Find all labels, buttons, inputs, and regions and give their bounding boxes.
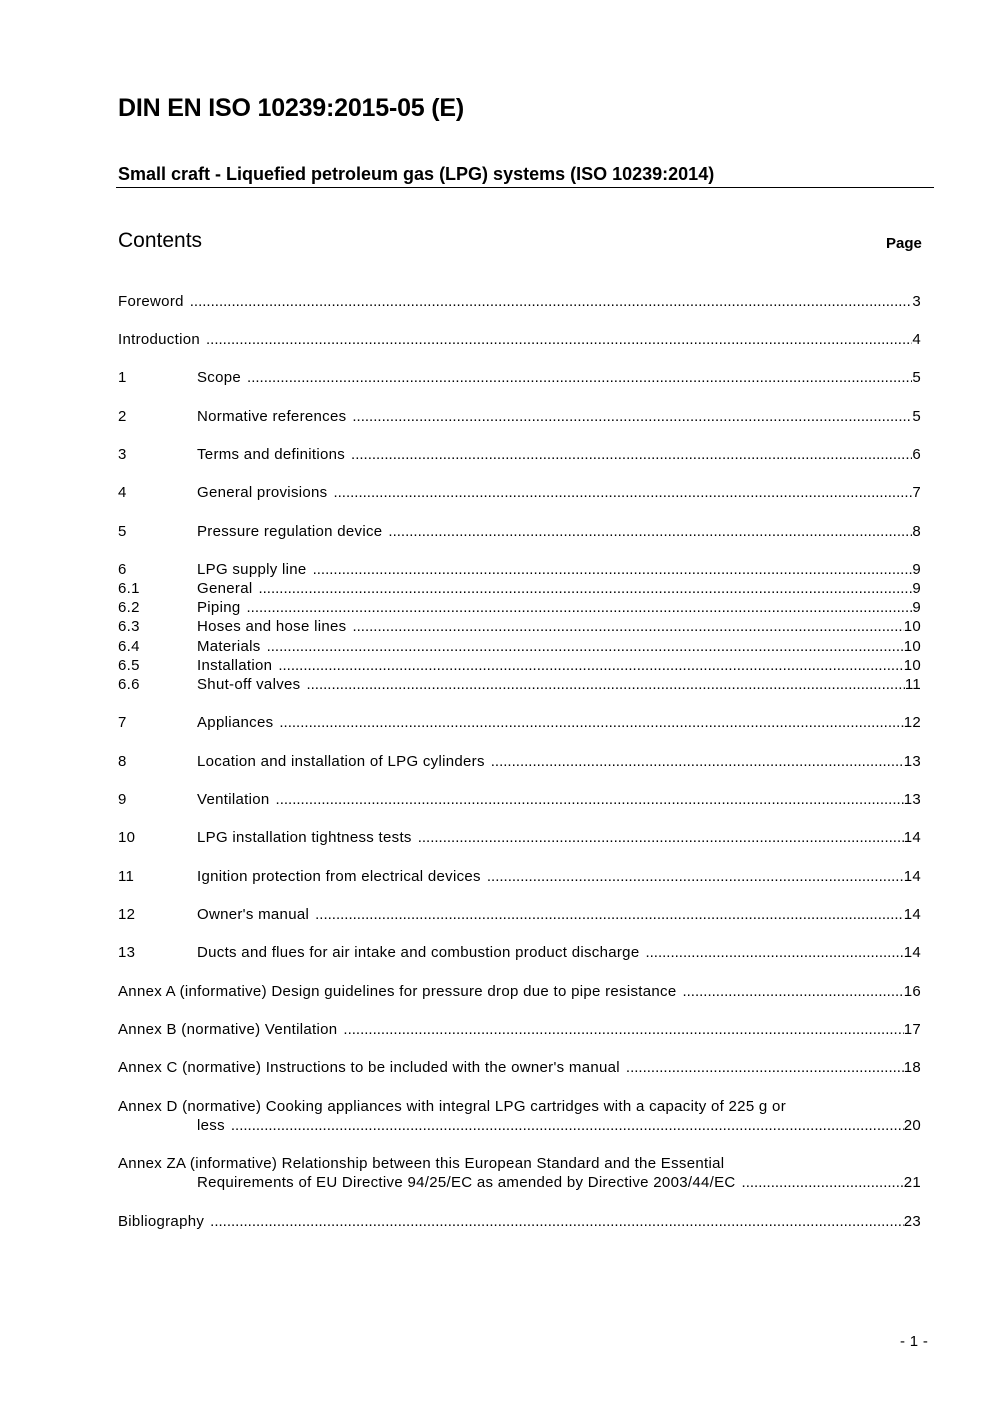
toc-entry-10[interactable] [118, 828, 921, 847]
toc-entry-introduction[interactable] [118, 330, 921, 349]
toc-entry-13[interactable] [118, 943, 921, 962]
toc-entry-6-1[interactable] [118, 579, 921, 598]
toc-label: Piping [197, 599, 241, 616]
toc-entry-6-2[interactable] [118, 598, 921, 617]
toc-entry-9[interactable] [118, 790, 921, 809]
dot-leader [352, 617, 903, 636]
dot-leader [418, 828, 904, 847]
toc-entry-8[interactable] [118, 752, 921, 771]
toc-label: General [197, 580, 253, 597]
toc-entry-2[interactable] [118, 407, 921, 426]
toc-page-number: 17 [903, 1021, 921, 1038]
toc-label: Owner's manual [197, 906, 310, 923]
toc-page-number: 5 [912, 369, 921, 386]
toc-page-number: 10 [903, 638, 921, 655]
toc-label: Ducts and flues for air intake and combustion product discharge [197, 944, 640, 961]
document-title: DIN EN ISO 10239:2015-05 (E) [118, 94, 464, 122]
toc-label: Hoses and hose lines [197, 618, 347, 635]
dot-leader [306, 675, 904, 694]
toc-entry-bibliography[interactable] [118, 1212, 921, 1231]
toc-label: LPG supply line [197, 561, 307, 578]
toc-entry-6-3[interactable] [118, 617, 921, 636]
toc-label-continuation: less [197, 1117, 225, 1134]
dot-leader [206, 330, 912, 349]
toc-section-number: 6.3 [118, 618, 140, 635]
title-divider [116, 187, 934, 188]
toc-page-number: 9 [912, 599, 921, 616]
toc-label: LPG installation tightness tests [197, 829, 412, 846]
toc-page-number: 4 [912, 331, 921, 348]
toc-label: Appliances [197, 714, 274, 731]
toc-entry-annex-b[interactable] [118, 1020, 921, 1039]
toc-label: General provisions [197, 484, 328, 501]
toc-label: Scope [197, 369, 242, 386]
toc-entry-5[interactable] [118, 522, 921, 541]
toc-entry-annex-d-line1[interactable] [118, 1097, 921, 1116]
toc-entry-annex-d-line2[interactable] [118, 1116, 921, 1135]
toc-section-number: 6.1 [118, 580, 140, 597]
toc-page-number: 3 [912, 293, 921, 310]
toc-entry-annex-c[interactable] [118, 1058, 921, 1077]
dot-leader [313, 560, 913, 579]
toc-page-number: 9 [912, 561, 921, 578]
toc-page-number: 10 [903, 657, 921, 674]
toc-page-number: 14 [903, 829, 921, 846]
toc-label: Annex ZA (informative) Relationship between this European Standard and the Essential [118, 1155, 725, 1172]
toc-entry-annex-za-line2[interactable] [118, 1173, 921, 1192]
dot-leader [487, 867, 904, 886]
toc-page-number: 14 [903, 868, 921, 885]
toc-label: Materials [197, 638, 261, 655]
toc-page-number: 16 [903, 983, 921, 1000]
toc-page-number: 12 [903, 714, 921, 731]
toc-entry-6[interactable] [118, 560, 921, 579]
dot-leader [645, 943, 903, 962]
toc-page-number: 13 [903, 791, 921, 808]
toc-section-number: 6 [118, 561, 127, 578]
toc-entry-annex-a[interactable] [118, 982, 921, 1001]
toc-entry-4[interactable] [118, 483, 921, 502]
toc-label: Terms and definitions [197, 446, 346, 463]
toc-entry-1[interactable] [118, 368, 921, 387]
toc-page-number: 11 [904, 676, 921, 693]
toc-entry-3[interactable] [118, 445, 921, 464]
toc-section-number: 2 [118, 408, 127, 425]
toc-page-number: 8 [912, 523, 921, 540]
toc-entry-6-5[interactable] [118, 656, 921, 675]
toc-entry-foreword[interactable] [118, 292, 921, 311]
dot-leader [247, 368, 912, 387]
toc-label: Installation [197, 657, 273, 674]
toc-label: Location and installation of LPG cylinders [197, 753, 485, 770]
dot-leader [333, 483, 912, 502]
toc-entry-12[interactable] [118, 905, 921, 924]
toc-page-number: 14 [903, 906, 921, 923]
toc-section-number: 8 [118, 753, 127, 770]
toc-label: Normative references [197, 408, 347, 425]
toc-entry-6-4[interactable] [118, 637, 921, 656]
toc-section-number: 11 [118, 868, 135, 885]
dot-leader [231, 1116, 904, 1135]
toc-entry-6-6[interactable] [118, 675, 921, 694]
toc-section-number: 12 [118, 906, 136, 923]
toc-label: Ignition protection from electrical devices [197, 868, 481, 885]
toc-entry-11[interactable] [118, 867, 921, 886]
toc-section-number: 1 [118, 369, 127, 386]
toc-page-number: 23 [903, 1213, 921, 1230]
dot-leader [276, 790, 904, 809]
toc-section-number: 13 [118, 944, 136, 961]
toc-label: Annex A (informative) Design guidelines for pressure drop due to pipe resistance [118, 983, 677, 1000]
dot-leader [279, 713, 903, 732]
toc-label: Ventilation [197, 791, 270, 808]
footer-page-number: - 1 - [900, 1333, 929, 1350]
dot-leader [388, 522, 912, 541]
toc-page-number: 10 [903, 618, 921, 635]
toc-label: Pressure regulation device [197, 523, 383, 540]
toc-section-number: 5 [118, 523, 127, 540]
dot-leader [258, 579, 912, 598]
toc-label: Annex C (normative) Instructions to be included with the owner's manual [118, 1059, 620, 1076]
toc-section-number: 6.6 [118, 676, 140, 693]
toc-page-number: 21 [903, 1174, 921, 1191]
toc-page-number: 14 [903, 944, 921, 961]
toc-page-number: 7 [912, 484, 921, 501]
toc-label: Bibliography [118, 1213, 205, 1230]
toc-page-number: 5 [912, 408, 921, 425]
toc-section-number: 7 [118, 714, 127, 731]
dot-leader [352, 407, 912, 426]
toc-page-number: 13 [903, 753, 921, 770]
toc-section-number: 6.5 [118, 657, 140, 674]
contents-heading: Contents [118, 229, 203, 252]
toc-page-number: 20 [903, 1117, 921, 1134]
toc-section-number: 10 [118, 829, 136, 846]
toc-label: Foreword [118, 293, 184, 310]
toc-section-number: 4 [118, 484, 127, 501]
toc-section-number: 9 [118, 791, 127, 808]
dot-leader [267, 637, 904, 656]
toc-label: Shut-off valves [197, 676, 301, 693]
toc-section-number: 6.2 [118, 599, 140, 616]
page-column-heading: Page [886, 235, 922, 252]
dot-leader [742, 1173, 904, 1192]
toc-label-continuation: Requirements of EU Directive 94/25/EC as amended by Directive 2003/44/EC [197, 1174, 736, 1191]
dot-leader [278, 656, 903, 675]
dot-leader [626, 1058, 904, 1077]
toc-section-number: 3 [118, 446, 127, 463]
dot-leader [343, 1020, 903, 1039]
toc-page-number: 6 [912, 446, 921, 463]
dot-leader [190, 292, 913, 311]
dot-leader [247, 598, 913, 617]
dot-leader [491, 752, 904, 771]
dot-leader [351, 445, 912, 464]
toc-entry-7[interactable] [118, 713, 921, 732]
toc-label: Annex B (normative) Ventilation [118, 1021, 338, 1038]
toc-label: Annex D (normative) Cooking appliances with integral LPG cartridges with a capacity of 225 g or [118, 1098, 786, 1115]
dot-leader [315, 905, 904, 924]
toc-page-number: 18 [903, 1059, 921, 1076]
dot-leader [210, 1212, 904, 1231]
document-subtitle: Small craft - Liquefied petroleum gas (LPG) systems (ISO 10239:2014) [118, 164, 715, 184]
toc-section-number: 6.4 [118, 638, 140, 655]
toc-page-number: 9 [912, 580, 921, 597]
toc-label: Introduction [118, 331, 200, 348]
dot-leader [682, 982, 903, 1001]
toc-entry-annex-za-line1[interactable] [118, 1154, 921, 1173]
